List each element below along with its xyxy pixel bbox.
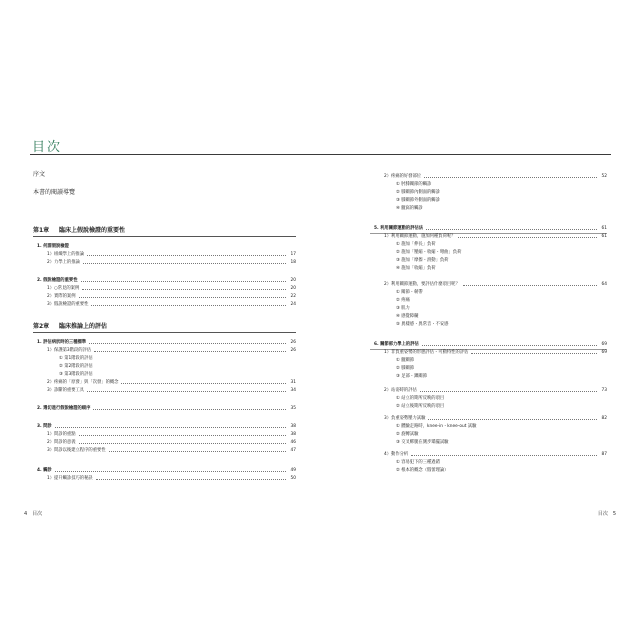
dot-leader [426, 229, 597, 230]
toc-entry-title: ④ 髖窩的觸診 [396, 206, 423, 211]
toc-entry[interactable] [33, 439, 296, 447]
toc-entry-title: ② 膝關節 [396, 366, 415, 371]
toc-entry-title: ② 旋轉試驗 [396, 432, 419, 437]
toc-page-number: 73 [601, 388, 607, 393]
dot-leader [458, 237, 597, 238]
toc-entry-title: 1）○常見的案例 [47, 286, 80, 291]
dot-leader [424, 177, 597, 178]
toc-section[interactable] [33, 405, 296, 413]
toc-entry-title: 2）疼痛的好發部位 [384, 174, 422, 179]
toc-entry-title: 3）負重姿勢壓力試驗 [384, 416, 426, 421]
toc-entry-title: 1. 評估病狀時的三種標準 [37, 340, 87, 345]
toc-page-number: 26 [290, 348, 296, 353]
toc-entry-title: 1. 何謂假說檢證 [37, 244, 69, 249]
toc-entry[interactable] [370, 373, 607, 381]
toc-entry-title: ① 關節・韌帶 [396, 290, 423, 295]
toc-entry-title: ③ 施加「摩擦・滑動」負荷 [396, 258, 449, 263]
toc-entry[interactable] [370, 297, 607, 305]
toc-entry[interactable] [370, 423, 607, 431]
toc-entry[interactable] [33, 363, 296, 371]
toc-entry-title: 2）問診的意義 [47, 440, 76, 445]
toc-entry[interactable] [370, 257, 607, 265]
dot-leader [428, 419, 597, 420]
toc-entry[interactable] [370, 357, 607, 365]
toc-entry-title: ① 站立的期所反映的項目 [396, 396, 445, 401]
toc-entry-title: 3）診斷的重要工具 [47, 388, 85, 393]
toc-entry-title: 1）組織學上的推論 [47, 252, 85, 257]
toc-entry[interactable] [33, 475, 296, 483]
dot-leader [96, 479, 286, 480]
toc-entry[interactable] [370, 459, 607, 467]
toc-entry[interactable] [370, 349, 607, 357]
toc-section[interactable] [33, 467, 296, 475]
toc-page-number: 35 [290, 406, 296, 411]
toc-entry-title: ② 第2階段的評估 [59, 364, 93, 369]
toc-entry-title: ⑤ 異樣感・異常音・不安感 [396, 322, 449, 327]
dot-leader [471, 353, 597, 354]
toc-entry[interactable] [370, 365, 607, 373]
toc-entry-title: ① 施加「伸長」負荷 [396, 242, 436, 247]
toc-entry-title: ③ 足部・踝關節 [396, 374, 427, 379]
toc-entry[interactable] [370, 313, 607, 321]
dot-leader [55, 427, 286, 428]
toc-entry-title: 2）站姿時的評估 [384, 388, 417, 393]
toc-entry-title: ① 髖關節 [396, 358, 415, 363]
toc-entry[interactable] [370, 265, 607, 273]
dot-leader [81, 281, 286, 282]
toc-section[interactable] [33, 423, 296, 431]
toc-section[interactable] [33, 243, 296, 251]
intro-preface: 序文 [33, 171, 46, 178]
toc-entry[interactable] [370, 451, 607, 459]
toc-page-number: 52 [601, 174, 607, 179]
toc-entry-title: ② 施加「壓縮・收縮・彎曲」負荷 [396, 250, 462, 255]
toc-entry-title: 1）保護第3階段的評估 [47, 348, 92, 353]
toc-entry[interactable] [370, 189, 607, 197]
toc-page-number: 61 [601, 234, 607, 239]
dot-leader [83, 263, 286, 264]
toc-entry-title: 2）實際的案例 [47, 294, 76, 299]
dot-leader [422, 345, 597, 346]
dot-leader [93, 409, 286, 410]
toc-entry-title: 1）提升觸診技巧的秘訣 [47, 476, 93, 481]
toc-entry-title: 5. 利用關節運動的評估法 [374, 226, 424, 231]
chapter-title: 臨床上假說檢證的重要性 [59, 227, 126, 234]
footer-left-page-label: 4 目次 [24, 511, 43, 517]
toc-entry[interactable] [370, 173, 607, 181]
toc-entry-title: ① 容易犯下的三種過錯 [396, 460, 440, 465]
dot-leader [55, 471, 286, 472]
toc-entry[interactable] [33, 371, 296, 379]
title-rule [30, 154, 611, 155]
toc-entry[interactable] [370, 241, 607, 249]
toc-entry[interactable] [33, 259, 296, 267]
toc-entry-title: ② 根本的概念（假蕾理論） [396, 468, 449, 473]
toc-entry-title: ④ 施加「收縮」負荷 [396, 266, 436, 271]
toc-entry-title: ② 站立後期所反映的項目 [396, 404, 445, 409]
toc-page-number: 18 [290, 260, 296, 265]
chapter-number: 第2章 [33, 323, 50, 330]
dot-leader [79, 435, 286, 436]
toc-entry-title: ③ 肌力 [396, 306, 410, 311]
toc-page-number: 69 [601, 342, 607, 347]
toc-entry[interactable] [370, 233, 607, 241]
toc-page-number: 38 [290, 432, 296, 437]
toc-page-number: 38 [290, 424, 296, 429]
toc-page-number: 61 [601, 226, 607, 231]
toc-page-number: 50 [290, 476, 296, 481]
toc-page-number: 49 [290, 468, 296, 473]
chapter-rule [33, 332, 296, 333]
toc-entry[interactable] [370, 289, 607, 297]
toc-entry[interactable] [370, 467, 607, 475]
toc-entry-title: ② 膝關節內側面的觸診 [396, 190, 440, 195]
toc-entry[interactable] [370, 305, 607, 313]
toc-entry[interactable] [370, 439, 607, 447]
toc-entry[interactable] [33, 347, 296, 355]
toc-entry-title: ③ 第3階段的評估 [59, 372, 93, 377]
toc-entry[interactable] [370, 431, 607, 439]
toc-entry-title: 2）疼痛的「原發」與「次發」的概念 [47, 380, 119, 385]
toc-page-number: 34 [290, 388, 296, 393]
toc-entry-title: 2）利用關節運動，要評估什麼項目呢？ [384, 282, 460, 287]
toc-page-number: 64 [601, 282, 607, 287]
toc-entry[interactable] [33, 293, 296, 301]
dot-leader [94, 351, 286, 352]
dot-leader [79, 443, 286, 444]
footer-right-page-label: 目次 5 [597, 511, 616, 517]
toc-entry-title: 2. 假說檢證的重要性 [37, 278, 78, 283]
dot-leader [109, 451, 286, 452]
dot-leader [463, 285, 597, 286]
toc-page-number: 26 [290, 340, 296, 345]
chapter-title: 臨床推論上的評估 [59, 323, 108, 330]
toc-entry-title: 1）利用關節運動，施加何種負荷呢？ [384, 234, 456, 239]
toc-entry[interactable] [33, 355, 296, 363]
dot-leader [79, 297, 286, 298]
toc-page-number: 20 [290, 286, 296, 291]
toc-section[interactable] [33, 339, 296, 347]
dot-leader [121, 383, 286, 384]
dot-leader [420, 391, 597, 392]
dot-leader [411, 455, 597, 456]
toc-entry-title: ③ 膝關節外側面的觸診 [396, 198, 440, 203]
toc-page-number: 17 [290, 252, 296, 257]
toc-entry[interactable] [370, 181, 607, 189]
toc-page-number: 69 [601, 350, 607, 355]
toc-page-number: 82 [601, 416, 607, 421]
toc-entry-title: ① 第1階段的評估 [59, 356, 93, 361]
toc-entry-title: ③ 交叉綁腿在側步矯擺試驗 [396, 440, 449, 445]
page-title: 目次 [32, 140, 63, 155]
toc-page-number: 87 [601, 452, 607, 457]
toc-entry-title: 1）問診的重點 [47, 432, 76, 437]
toc-entry[interactable] [33, 447, 296, 455]
toc-entry-title: 2）力學上的推論 [47, 260, 80, 265]
dot-leader [91, 305, 286, 306]
toc-entry[interactable] [370, 205, 607, 213]
toc-entry-title: ④ 感覺障礙 [396, 314, 419, 319]
toc-entry-title: 6. 關節部力學上的評估 [374, 342, 419, 347]
chapter-rule [33, 236, 296, 237]
toc-entry[interactable] [33, 251, 296, 259]
dot-leader [82, 289, 286, 290]
toc-page-number: 47 [290, 448, 296, 453]
intro-reading-guide: 本書的閱讀導覽 [33, 189, 76, 196]
toc-entry-title: ① 體驗走路時，knee-in・knee-out 試驗 [396, 424, 477, 429]
toc-entry-title: 4. 觸診 [37, 468, 52, 473]
toc-entry[interactable] [370, 197, 607, 205]
toc-entry-title: 1）非負重姿勢的形態評估・可動特性的評估 [384, 350, 469, 355]
dot-leader [87, 255, 286, 256]
dot-leader [89, 343, 286, 344]
toc-entry-title: 3. 問診 [37, 424, 52, 429]
toc-entry[interactable] [370, 249, 607, 257]
toc-entry-title: 2. 選切進行假說檢證的順序 [37, 406, 91, 411]
toc-entry-title: 3）問診以後建立程序的重要性 [47, 448, 106, 453]
toc-page-number: 31 [290, 380, 296, 385]
toc-entry-title: 3）假說檢證的重要性 [47, 302, 89, 307]
toc-entry[interactable] [370, 387, 607, 395]
toc-entry[interactable] [33, 431, 296, 439]
dot-leader [87, 391, 286, 392]
toc-page-number: 20 [290, 278, 296, 283]
toc-entry[interactable] [33, 387, 296, 395]
toc-section[interactable] [33, 277, 296, 285]
toc-page-number: 24 [290, 302, 296, 307]
chapter-number: 第1章 [33, 227, 50, 234]
toc-entry[interactable] [33, 285, 296, 293]
toc-entry-title: ① 肘膝關節的觸診 [396, 182, 432, 187]
toc-entry[interactable] [370, 321, 607, 329]
toc-entry[interactable] [370, 415, 607, 423]
toc-entry[interactable] [370, 281, 607, 289]
toc-entry-title: ② 疼痛 [396, 298, 410, 303]
toc-page-number: 46 [290, 440, 296, 445]
toc-entry[interactable] [33, 379, 296, 387]
toc-page-number: 22 [290, 294, 296, 299]
toc-entry[interactable] [370, 395, 607, 403]
toc-entry-title: 4）動作分析 [384, 452, 409, 457]
toc-entry[interactable] [370, 403, 607, 411]
toc-entry[interactable] [33, 301, 296, 309]
